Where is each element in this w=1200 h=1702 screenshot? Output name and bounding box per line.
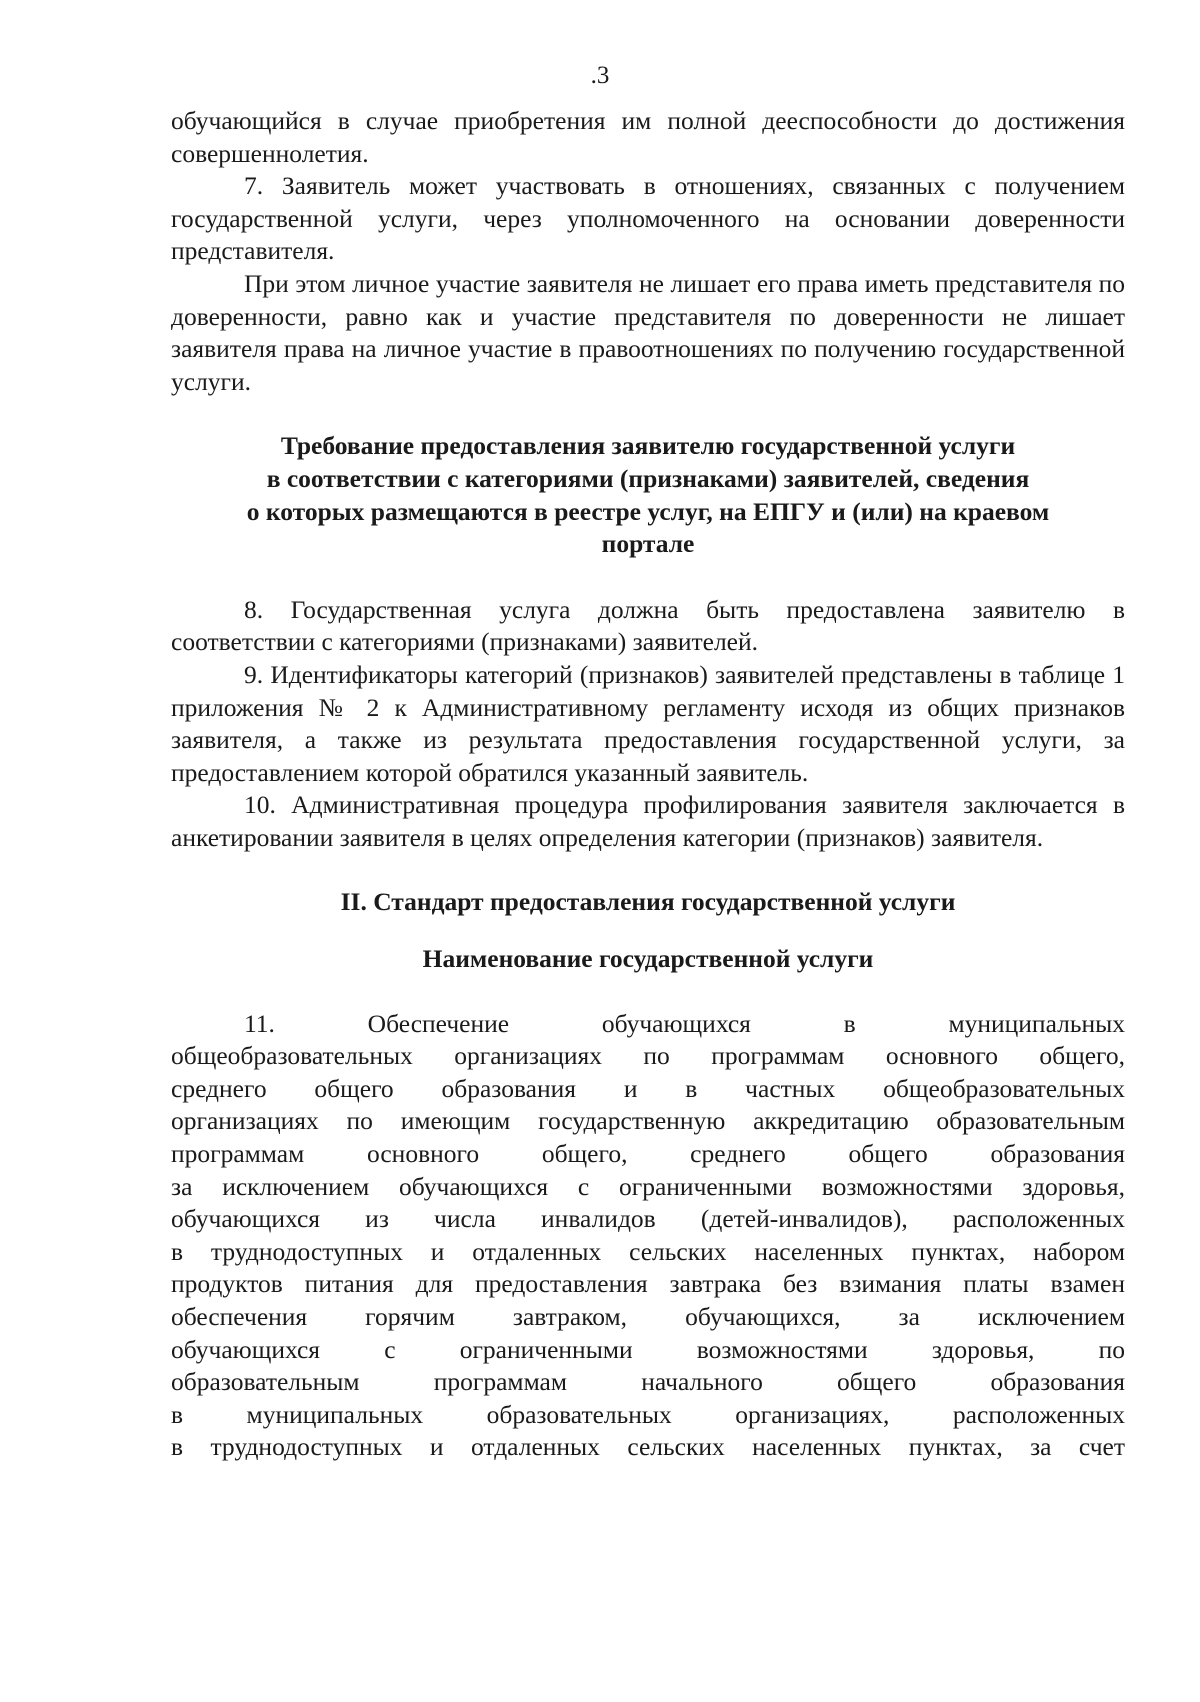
paragraph-11-line: в труднодоступных и отдаленных сельских населенных пунктах, за счет bbox=[171, 1432, 1125, 1462]
heading-requirements bbox=[171, 430, 1125, 560]
paragraph-11-line: обучающихся с ограниченными возможностями здоровья, по bbox=[171, 1334, 1125, 1364]
paragraph-11-line: продуктов питания для предоставления завтрака без взимания платы взамен bbox=[171, 1269, 1125, 1299]
paragraph-11-line: в муниципальных образовательных организациях, расположенных bbox=[171, 1399, 1125, 1429]
paragraph-11-line: общеобразовательных организациях по программам основного общего, bbox=[171, 1041, 1125, 1071]
paragraph-10: 10. Административная процедура профилирования заявителя заключается в анкетировании заявителя в целях определения категории (признаков) заявителя. bbox=[171, 790, 1125, 852]
document-body bbox=[171, 105, 1125, 1464]
paragraph-9: 9. Идентификаторы категорий (признаков) заявителей представлены в таблице 1 приложения № 2 к Административному регламенту исходя из общих признаков заявителя, а также из результата предоставления государственной услуги, за предоставлением которой обратился указанный заявитель. bbox=[171, 659, 1125, 787]
page-number: .3 bbox=[590, 62, 610, 89]
paragraph-11-line: в труднодоступных и отдаленных сельских населенных пунктах, набором bbox=[171, 1236, 1125, 1266]
paragraph-11-line: обеспечения горячим завтраком, обучающихся, за исключением bbox=[171, 1302, 1125, 1331]
heading-line: о которых размещаются в реестре услуг, на ЕПГУ и (или) на краевом bbox=[246, 496, 1050, 526]
paragraph-7-continued: При этом личное участие заявителя не лишает его права иметь представителя по доверенности, равно как и участие представителя по доверенности не лишает заявителя права на личное участие в правоотношениях по получению государственной услуги. bbox=[171, 268, 1125, 396]
section-heading: II. Стандарт предоставления государственной услуги bbox=[340, 887, 956, 917]
paragraph-11-line: программам основного общего, среднего общего образования bbox=[171, 1139, 1125, 1169]
paragraph-11 bbox=[171, 1008, 1125, 1464]
paragraph-8: 8. Государственная услуга должна быть предоставлена заявителю в соответствии с категориями (признаками) заявителей. bbox=[171, 594, 1125, 657]
paragraph-11-line: за исключением обучающихся с ограниченными возможностями здоровья, bbox=[171, 1171, 1125, 1201]
paragraph-continuation: обучающийся в случае приобретения им полной дееспособности до достижения совершеннолетия. bbox=[171, 106, 1125, 168]
paragraph-11-line: 11. Обеспечение обучающихся в муниципальных bbox=[244, 1008, 1125, 1038]
paragraph-11-line: обучающихся из числа инвалидов (детей-инвалидов), расположенных bbox=[171, 1204, 1125, 1234]
paragraph-11-line: образовательным программам начального общего образования bbox=[171, 1367, 1125, 1397]
subheading-service-name: Наименование государственной услуги bbox=[422, 944, 874, 974]
heading-line: Требование предоставления заявителю государственной услуги bbox=[280, 431, 1016, 461]
heading-line: портале bbox=[601, 529, 695, 559]
paragraph-11-line: организациях по имеющим государственную аккредитацию образовательным bbox=[171, 1106, 1125, 1136]
paragraph-11-line: среднего общего образования и в частных общеобразовательных bbox=[171, 1073, 1125, 1103]
heading-line: в соответствии с категориями (признаками) заявителей, сведения bbox=[266, 463, 1030, 493]
paragraph-7: 7. Заявитель может участвовать в отношениях, связанных с получением государственной услуги, через уполномоченного на основании доверенности представителя. bbox=[171, 171, 1125, 266]
